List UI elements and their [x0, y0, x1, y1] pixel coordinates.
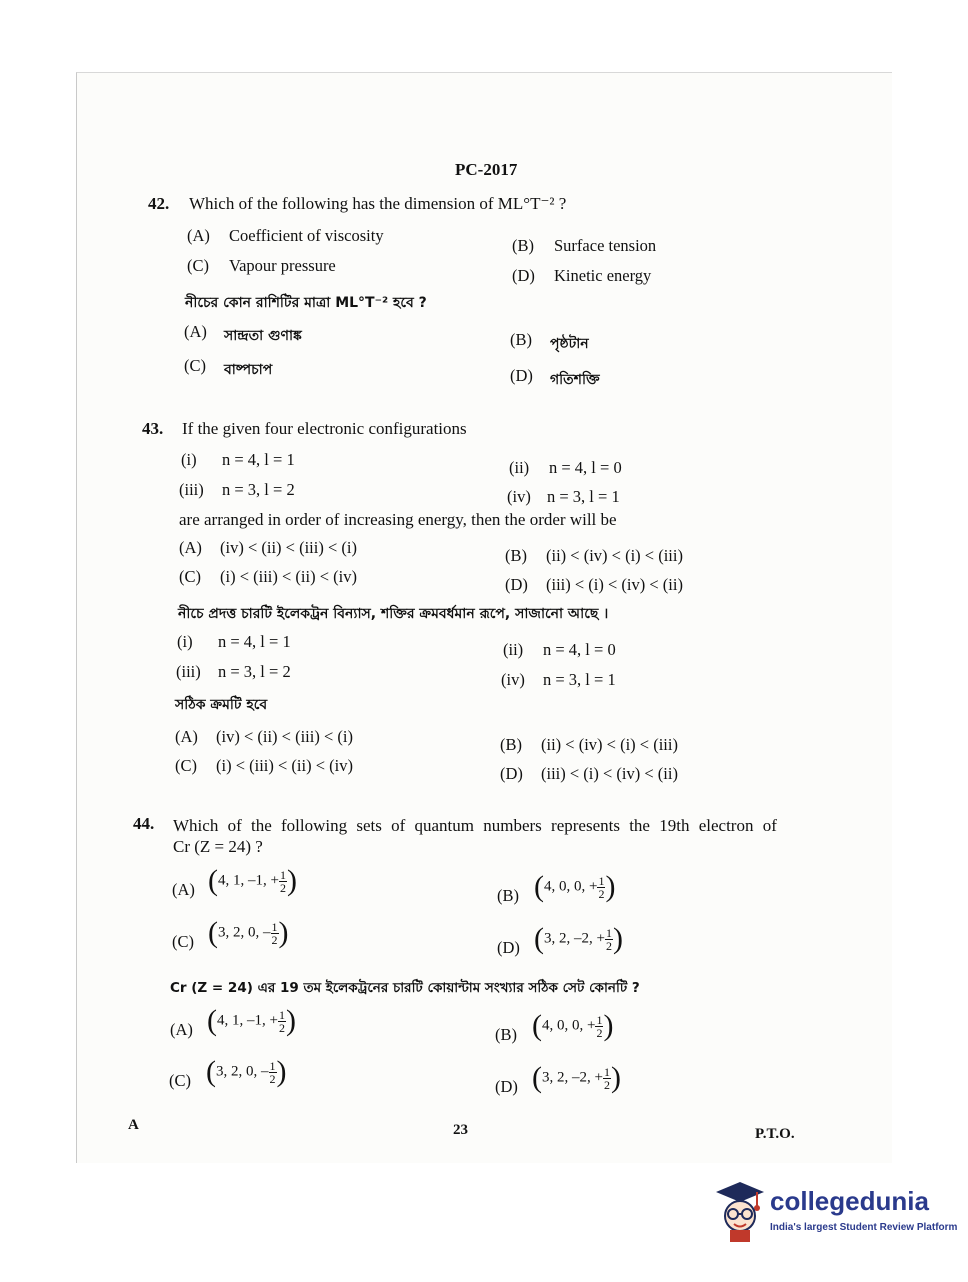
q43-bn-label-iv: (iv): [501, 670, 525, 689]
q43-bengali-order: সঠিক ক্রমটি হবে: [175, 697, 268, 713]
q44-bn-label-d: (D): [495, 1077, 518, 1096]
q44-label-b: (B): [497, 886, 519, 905]
q44-bn-option-c: (3, 2, 0, – $\frac{1}{2}$ ): [206, 1055, 287, 1088]
q43-number: 43.: [142, 419, 164, 438]
q43-config-iii: n = 3, l = 2: [222, 480, 295, 499]
collegedunia-logo[interactable]: [712, 1178, 958, 1248]
q43-label-iii: (iii): [179, 480, 204, 499]
footer-pto: P.T.O.: [755, 1126, 795, 1142]
q44-bn-option-a: (4, 1, –1, + $\frac{1}{2}$ ): [207, 1004, 296, 1037]
q43-option-d: (iii) < (i) < (iv) < (ii): [546, 575, 683, 594]
q43-bn-config-iv: n = 3, l = 1: [543, 670, 616, 689]
q42-bn-label-c: (C): [184, 356, 206, 375]
q43-bn-label-c: (C): [175, 756, 197, 775]
q43-label-a: (A): [179, 538, 202, 557]
q43-text: If the given four electronic configurations: [182, 419, 467, 438]
q43-bn-label-ii: (ii): [503, 640, 524, 659]
q43-option-b: (ii) < (iv) < (i) < (iii): [546, 546, 683, 565]
paper-code: PC-2017: [455, 160, 518, 179]
q42-number: 42.: [148, 194, 170, 213]
q44-number: 44.: [133, 814, 155, 833]
q44-option-b: (4, 0, 0, + $\frac{1}{2}$ ): [534, 870, 616, 903]
q43-bn-label-i: (i): [177, 632, 193, 651]
q43-label-d: (D): [505, 575, 528, 594]
q42-bn-option-a: সান্দ্রতা গুণাঙ্ক: [224, 328, 302, 344]
q42-bn-label-d: (D): [510, 366, 533, 385]
q43-bn-label-b: (B): [500, 735, 522, 754]
q44-text-cont: Cr (Z = 24) ?: [173, 837, 263, 856]
q43-bn-option-c: (i) < (iii) < (ii) < (iv): [216, 756, 353, 775]
q44-bn-label-b: (B): [495, 1025, 517, 1044]
logo-tagline: India's largest Student Review Platform: [770, 1222, 958, 1233]
q43-label-b: (B): [505, 546, 527, 565]
footer-set: A: [128, 1117, 139, 1133]
q43-bn-config-i: n = 4, l = 1: [218, 632, 291, 651]
q44-label-c: (C): [172, 932, 194, 951]
q44-option-d: (3, 2, –2, + $\frac{1}{2}$ ): [534, 922, 623, 955]
q43-bn-config-ii: n = 4, l = 0: [543, 640, 616, 659]
q42-bn-option-b: পৃষ্ঠটান: [550, 336, 589, 352]
q42-label-a: (A): [187, 226, 210, 245]
q42-bn-option-c: বাষ্পচাপ: [224, 362, 273, 378]
q44-label-d: (D): [497, 938, 520, 957]
q42-option-b: Surface tension: [554, 236, 657, 255]
q43-label-c: (C): [179, 567, 201, 586]
q43-text2: are arranged in order of increasing energy, then the order will be: [179, 510, 617, 529]
graduate-mascot-icon: [712, 1178, 768, 1244]
q43-bn-option-a: (iv) < (ii) < (iii) < (i): [216, 727, 353, 746]
q42-text: Which of the following has the dimension of ML°T⁻² ?: [189, 194, 567, 213]
q44-bn-label-c: (C): [169, 1071, 191, 1090]
q44-bn-option-d: (3, 2, –2, + $\frac{1}{2}$ ): [532, 1061, 621, 1094]
q43-label-ii: (ii): [509, 458, 530, 477]
q42-bn-label-a: (A): [184, 322, 207, 341]
logo-wordmark: collegedunia: [770, 1186, 929, 1216]
q43-bengali-text: নীচে প্রদত্ত চারটি ইলেকট্রন বিন্যাস, শক্তির ক্রমবর্ধমান রূপে, সাজানো আছে ।: [178, 606, 609, 622]
q42-bn-label-b: (B): [510, 330, 532, 349]
q42-bn-option-d: গতিশক্তি: [550, 372, 600, 388]
q42-label-b: (B): [512, 236, 534, 255]
q42-bengali-text: নীচের কোন রাশিটির মাত্রা ML°T⁻² হবে ?: [185, 295, 427, 311]
q42-option-d: Kinetic energy: [554, 266, 652, 285]
q43-label-i: (i): [181, 450, 197, 469]
footer-page-number: 23: [453, 1122, 468, 1138]
q44-text: Which of the following sets of quantum numbers represents the 19th electron of: [173, 816, 777, 835]
q43-option-c: (i) < (iii) < (ii) < (iv): [220, 567, 357, 586]
q44-bengali-text: Cr (Z = 24) এর 19 তম ইলেকট্রনের চারটি কোয়ান্টাম সংখ্যার সঠিক সেট কোনটি ?: [170, 980, 640, 996]
q44-bn-option-b: (4, 0, 0, + $\frac{1}{2}$ ): [532, 1009, 614, 1042]
q42-label-d: (D): [512, 266, 535, 285]
q43-bn-option-b: (ii) < (iv) < (i) < (iii): [541, 735, 678, 754]
q43-config-ii: n = 4, l = 0: [549, 458, 622, 477]
q43-config-i: n = 4, l = 1: [222, 450, 295, 469]
q43-bn-config-iii: n = 3, l = 2: [218, 662, 291, 681]
q43-config-iv: n = 3, l = 1: [547, 487, 620, 506]
q43-option-a: (iv) < (ii) < (iii) < (i): [220, 538, 357, 557]
q42-option-c: Vapour pressure: [229, 256, 336, 275]
q44-option-c: (3, 2, 0, – $\frac{1}{2}$ ): [208, 916, 289, 949]
q43-bn-option-d: (iii) < (i) < (iv) < (ii): [541, 764, 678, 783]
q43-bn-label-a: (A): [175, 727, 198, 746]
q42-label-c: (C): [187, 256, 209, 275]
q43-bn-label-iii: (iii): [176, 662, 201, 681]
q43-label-iv: (iv): [507, 487, 531, 506]
q44-bn-label-a: (A): [170, 1020, 193, 1039]
q44-option-a: (4, 1, –1, + $\frac{1}{2}$ ): [208, 864, 297, 897]
q44-label-a: (A): [172, 880, 195, 899]
q42-option-a: Coefficient of viscosity: [229, 226, 384, 245]
q43-bn-label-d: (D): [500, 764, 523, 783]
